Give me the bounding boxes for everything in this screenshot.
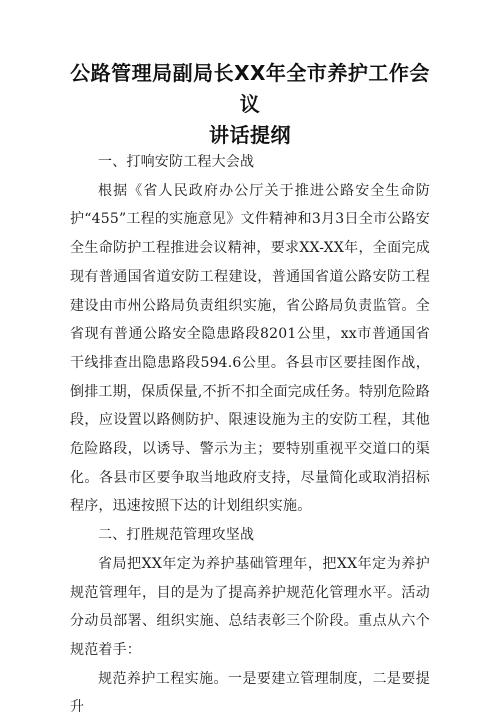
paragraph-standardize-maintenance: 规范养护工程实施。一是要建立管理制度，二是要提升 [70, 670, 430, 716]
document-title [60, 58, 440, 151]
paragraph-management-year: 省局把XX年定为养护基础管理年，把XX年定为养护规范管理年，目的是为了提高养护规范化管理水平。活动分动员部署、组织实施、总结表彰三个阶段。重点从六个规范着手： [70, 555, 430, 658]
title-line-2: 讲话提纲 [209, 123, 291, 147]
section-heading-2: 二、打胜规范管理攻坚战 [98, 527, 255, 544]
section-heading-1: 一、打响安防工程大会战 [98, 154, 255, 170]
paragraph-safety-project: 根据《省人民政府办公厅关于推进公路安全生命防护“455”工程的实施意见》文件精神和3月3日全市公路安全生命防护工程推进会议精神，要求XX-XX年，全面完成现有普通国省道安防工程建设，普通国省道公路安防工程建设由市州公路局负责组织实施，省公路局负责监管。全省现有普通公路安全隐患路段8201公里，xx市普通国省干线排查出隐患路段594.6公里。各县市区要挂图作战，倒排工期，保质保量,不折不扣全面完成任务。特别危险路段，应设置以路侧防护、限速设施为主的安防工程，其他危险路段，以诱导、警示为主；要特别重视平交道口的渠化。各县市区要争取当地政府支持，尽量简化或取消招标程序，迅速按照下达的计划组织实施。 [70, 182, 430, 515]
title-line-1: 公路管理局副局长XX年全市养护工作会议 [70, 61, 430, 116]
document-body [70, 148, 430, 722]
